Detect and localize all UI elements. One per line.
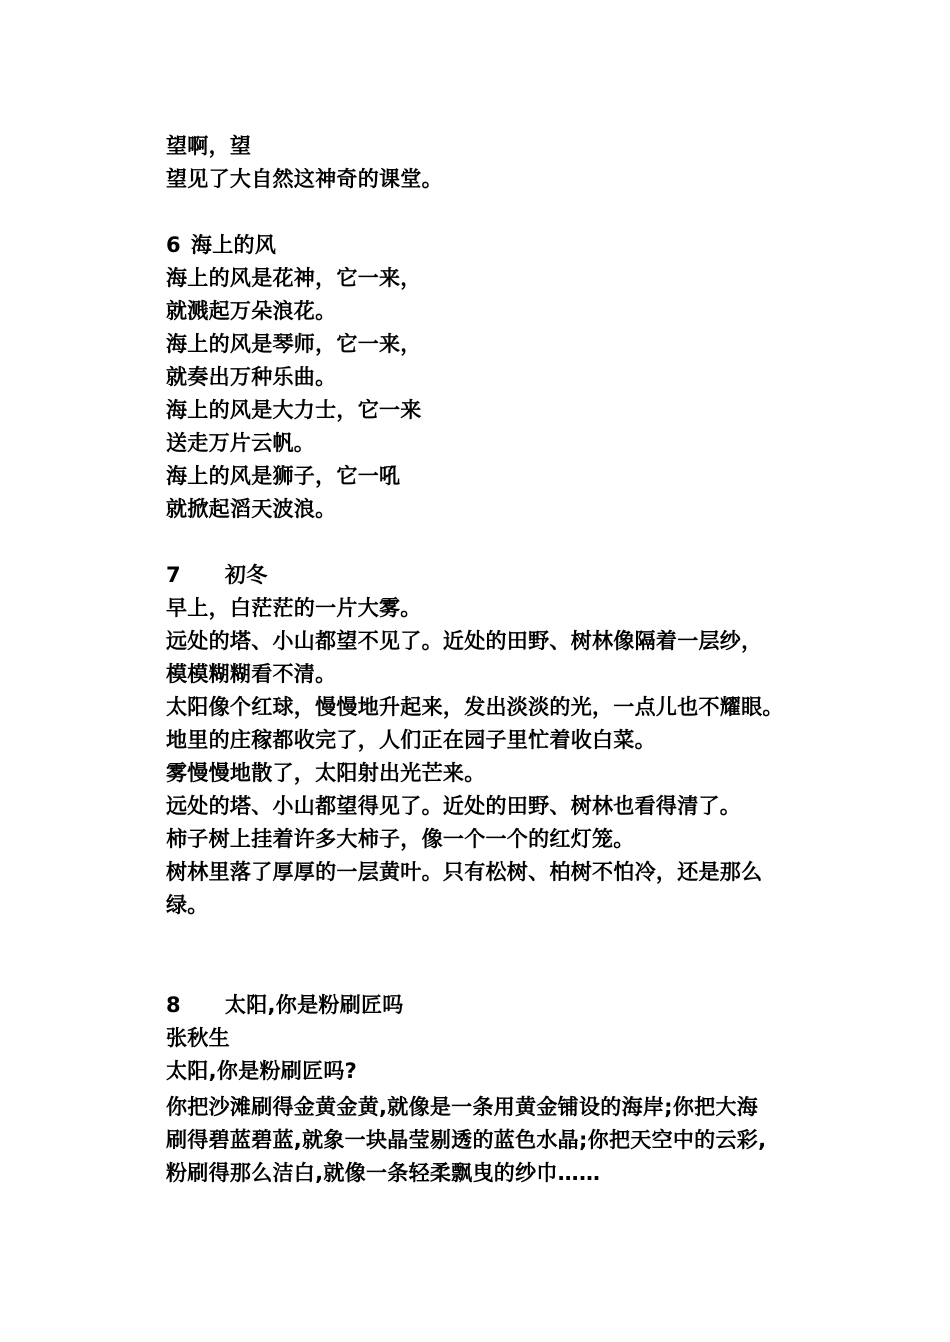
section7-line-10: 绿。 xyxy=(166,893,209,917)
section6-line-7: 海上的风是狮子，它一吼 xyxy=(166,464,401,488)
section6-line-5: 海上的风是大力士，它一来 xyxy=(166,398,422,422)
intro-line-2: 望见了大自然这神奇的课堂。 xyxy=(166,167,443,191)
section7-line-8: 柿子树上挂着许多大柿子，像一个一个的红灯笼。 xyxy=(166,827,635,851)
section8-line-4: 粉刷得那么洁白,就像一条轻柔飘曳的纱巾…… xyxy=(166,1161,601,1185)
section6-line-1: 海上的风是花神，它一来， xyxy=(166,266,422,290)
section6-line-3: 海上的风是琴师，它一来， xyxy=(166,332,422,356)
section6-line-4: 就奏出万种乐曲。 xyxy=(166,365,337,389)
section7-line-1: 早上，白茫茫的一片大雾。 xyxy=(166,596,422,620)
section7-line-7: 远处的塔、小山都望得见了。近处的田野、树林也看得清了。 xyxy=(166,794,742,818)
section8-line-3: 刷得碧蓝碧蓝,就象一块晶莹剔透的蓝色水晶;你把天空中的云彩, xyxy=(166,1128,767,1152)
section7-line-5: 地里的庄稼都收完了，人们正在园子里忙着收白菜。 xyxy=(166,728,656,752)
section7-line-6: 雾慢慢地散了，太阳射出光芒来。 xyxy=(166,761,486,785)
section8-title: 太阳,你是粉刷匠吗 xyxy=(224,993,404,1017)
section6-line-6: 送走万片云帆。 xyxy=(166,431,316,455)
section6-number: 6 xyxy=(166,233,181,257)
intro-line-1: 望啊，望 xyxy=(166,134,252,158)
section8-heading xyxy=(166,990,404,1020)
section6-title: 海上的风 xyxy=(190,233,277,257)
section8-author: 张秋生 xyxy=(166,1026,230,1050)
section8-line-2: 你把沙滩刷得金黄金黄,就像是一条用黄金铺设的海岸;你把大海 xyxy=(166,1095,759,1119)
section8-line-1: 太阳,你是粉刷匠吗? xyxy=(166,1059,358,1083)
section8-number: 8 xyxy=(166,993,181,1017)
section7-line-2: 远处的塔、小山都望不见了。近处的田野、树林像隔着一层纱， xyxy=(166,629,763,653)
section7-number: 7 xyxy=(166,563,181,587)
section7-line-3: 模模糊糊看不清。 xyxy=(166,662,337,686)
section6-heading xyxy=(166,230,276,260)
section7-title: 初冬 xyxy=(224,563,268,587)
section7-line-4: 太阳像个红球，慢慢地升起来，发出淡淡的光，一点儿也不耀眼。 xyxy=(166,695,784,719)
section6-line-8: 就掀起滔天波浪。 xyxy=(166,497,337,521)
section7-line-9: 树林里落了厚厚的一层黄叶。只有松树、柏树不怕冷，还是那么 xyxy=(166,860,763,884)
section6-line-2: 就溅起万朵浪花。 xyxy=(166,299,337,323)
section7-heading xyxy=(166,560,268,590)
